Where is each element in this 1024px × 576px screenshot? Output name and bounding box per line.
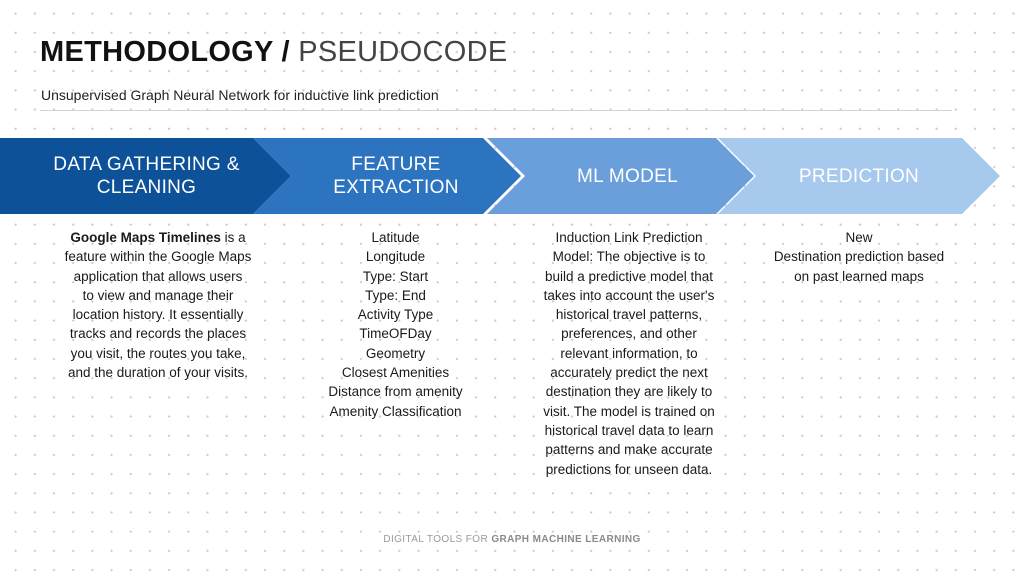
page-title-light: PSEUDOCODE bbox=[298, 36, 508, 68]
step-1-desc-line-7: you visit, the routes you take, bbox=[70, 345, 246, 361]
step-3-desc-line-4: takes into account the user's bbox=[543, 287, 715, 303]
page-title bbox=[40, 34, 508, 70]
step-1-desc-line-4: to view and manage their bbox=[82, 287, 234, 303]
feature-amenity-classification: Amenity Classification bbox=[329, 403, 462, 419]
step-1-description bbox=[38, 228, 278, 382]
step-3-label bbox=[525, 138, 730, 214]
step-2-label bbox=[291, 138, 501, 214]
feature-closest-amenities: Closest Amenities bbox=[341, 365, 450, 381]
feature-latitude: Latitude bbox=[371, 230, 420, 245]
step-4-label bbox=[756, 138, 962, 214]
step-3-desc-line-11: historical travel data to learn bbox=[544, 422, 714, 438]
footer-emphasis: GRAPH MACHINE LEARNING bbox=[491, 534, 641, 545]
step-4-desc-line-1: New bbox=[845, 230, 873, 245]
process-flow bbox=[0, 138, 1024, 214]
feature-geometry: Geometry bbox=[365, 345, 426, 361]
step-4-description bbox=[750, 228, 968, 286]
step-1-desc-line-5: location history. It essentially bbox=[72, 307, 244, 323]
step-3-desc-line-2: Model: The objective is to bbox=[552, 249, 706, 265]
step-1-label bbox=[20, 138, 273, 214]
step-3-description bbox=[519, 228, 739, 479]
feature-type-start: Type: Start bbox=[362, 268, 429, 284]
step-2-label-line-1: FEATURE bbox=[351, 154, 441, 175]
step-3-desc-line-3: build a predictive model that bbox=[544, 268, 714, 284]
google-maps-timelines-term: Google Maps Timelines bbox=[70, 230, 221, 245]
footer bbox=[0, 534, 1024, 545]
step-3-desc-line-13: predictions for unseen data. bbox=[545, 461, 713, 477]
step-2-label-line-2: EXTRACTION bbox=[333, 177, 459, 198]
step-4-desc-line-3: on past learned maps bbox=[794, 268, 924, 284]
step-3-desc-line-12: patterns and make accurate bbox=[545, 442, 713, 458]
feature-activity-type: Activity Type bbox=[357, 307, 434, 323]
step-1-desc-line-6: tracks and records the places bbox=[69, 326, 247, 342]
step-1-desc-line-3: application that allows users bbox=[73, 268, 243, 284]
step-1-desc-line-8: and the duration of your visits. bbox=[67, 365, 249, 381]
page-title-bold: METHODOLOGY / bbox=[40, 36, 290, 68]
step-1-label-line-2: CLEANING bbox=[96, 177, 197, 198]
step-3-desc-line-5: historical travel patterns, bbox=[555, 307, 703, 323]
step-1-desc-line-1: is a bbox=[220, 230, 246, 245]
footer-prefix: DIGITAL TOOLS FOR bbox=[383, 534, 489, 545]
feature-list bbox=[293, 228, 498, 421]
step-3-desc-line-1: Induction Link Prediction bbox=[555, 230, 703, 245]
step-3-desc-line-9: destination they are likely to bbox=[545, 384, 713, 400]
step-3-label-line-1: ML MODEL bbox=[577, 165, 678, 187]
step-3-desc-line-7: relevant information, to bbox=[560, 345, 698, 361]
step-4-desc-line-2: Destination prediction based bbox=[773, 249, 945, 265]
step-1-label-line-1: DATA GATHERING & bbox=[53, 154, 240, 175]
step-1-desc-line-2: feature within the Google Maps bbox=[64, 249, 252, 265]
step-3-desc-line-6: preferences, and other bbox=[561, 326, 697, 342]
step-4-label-line-1: PREDICTION bbox=[798, 165, 920, 187]
feature-type-end: Type: End bbox=[365, 287, 426, 303]
feature-time-of-day: TimeOFDay bbox=[359, 326, 432, 342]
feature-distance-from-amenity: Distance from amenity bbox=[328, 384, 463, 400]
step-3-desc-line-8: accurately predict the next bbox=[550, 365, 708, 381]
feature-longitude: Longitude bbox=[365, 249, 426, 265]
step-3-desc-line-10: visit. The model is trained on bbox=[543, 403, 715, 419]
page-subtitle: Unsupervised Graph Neural Network for inductive link prediction bbox=[41, 87, 439, 103]
header-divider bbox=[40, 110, 952, 111]
